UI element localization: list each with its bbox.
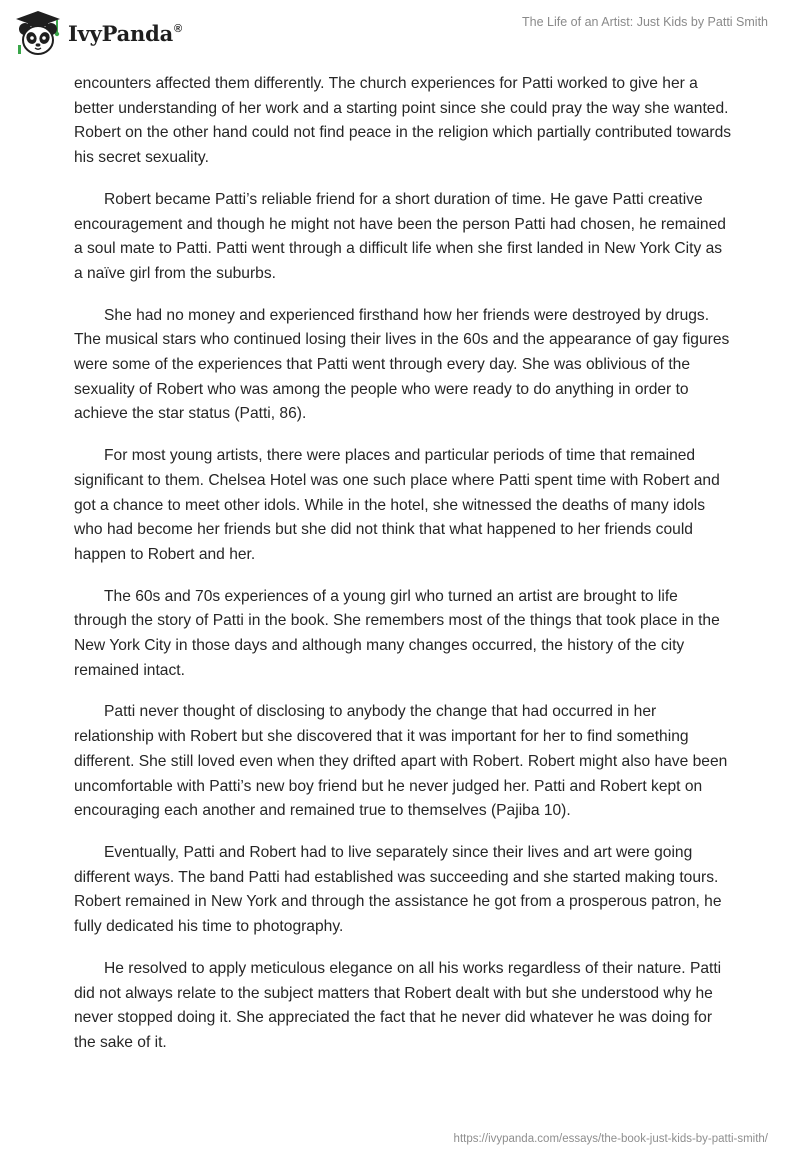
essay-body: [74, 72, 734, 1073]
paragraph: Eventually, Patti and Robert had to live separately since their lives and art were going different ways. The band Patti had established was succeeding and she started making tours. Robert remained in New York and through the assistance he got from a prosperous patron, he fully dedicated his time to photography.: [74, 843, 722, 936]
brand-logo[interactable]: [14, 8, 182, 58]
paragraph: Patti never thought of disclosing to anybody the change that had occurred in her relationship with Robert but she discovered that it was important for her to find something different. She still loved even when they drifted apart with Robert. Robert might also have been uncomfortable with Patti’s new boy friend but he never judged her. Patti and Robert kept on encouraging each another and remained true to themselves (Pajiba 10).: [74, 703, 728, 820]
paragraph: The 60s and 70s experiences of a young girl who turned an artist are brought to life through the story of Patti in the book. She remembers most of the things that took place in the New York City in those days and although many changes occurred, the history of the city remained intact.: [74, 587, 720, 679]
registered-mark: ®: [174, 22, 182, 35]
paragraph: He resolved to apply meticulous elegance on all his works regardless of their nature. Patti did not always relate to the subject matters that Robert dealt with but she understood why he never stopped doing it. She appreciated the fact that he never did whatever he was doing for the sake of it.: [74, 959, 722, 1051]
document-title: The Life of an Artist: Just Kids by Patti Smith: [522, 15, 768, 29]
paragraph: She had no money and experienced firsthand how her friends were destroyed by drugs. The musical stars who continued losing their lives in the 60s and the appearance of gay figures were some of the experiences that Patti went through every day. She was oblivious of the sexuality of Robert who was among the people who were ready to do anything in order to achieve the star status (Patti, 86).: [74, 306, 730, 423]
paragraph: For most young artists, there were places and particular periods of time that remained significant to them. Chelsea Hotel was one such place where Patti spent time with Robert and got a chance to meet other idols. While in the hotel, she witnessed the deaths of many idols who had become her friends but she did not think that what happened to her friends could happen to Robert and her.: [74, 447, 720, 563]
paragraph: Robert became Patti’s reliable friend for a short duration of time. He gave Patti creative encouragement and though he might not have been the person Patti had chosen, he remained a soul mate to Patti. Patti went through a difficult life when she first landed in New York City as a naïve girl from the suburbs.: [74, 190, 726, 282]
brand-name: [68, 21, 182, 46]
page-header: [0, 0, 800, 70]
paragraph: encounters affected them differently. The church experiences for Patti worked to give her a better understanding of her work and a starting point since she could pray the way she wanted. Robert on the other hand could not find peace in the religion which partially contributed towards his secret sexuality.: [74, 75, 732, 167]
brand-name-text: IvyPanda: [68, 20, 174, 46]
panda-graduate-icon: [14, 9, 62, 57]
source-url[interactable]: https://ivypanda.com/essays/the-book-just-kids-by-patti-smith/: [453, 1133, 768, 1145]
